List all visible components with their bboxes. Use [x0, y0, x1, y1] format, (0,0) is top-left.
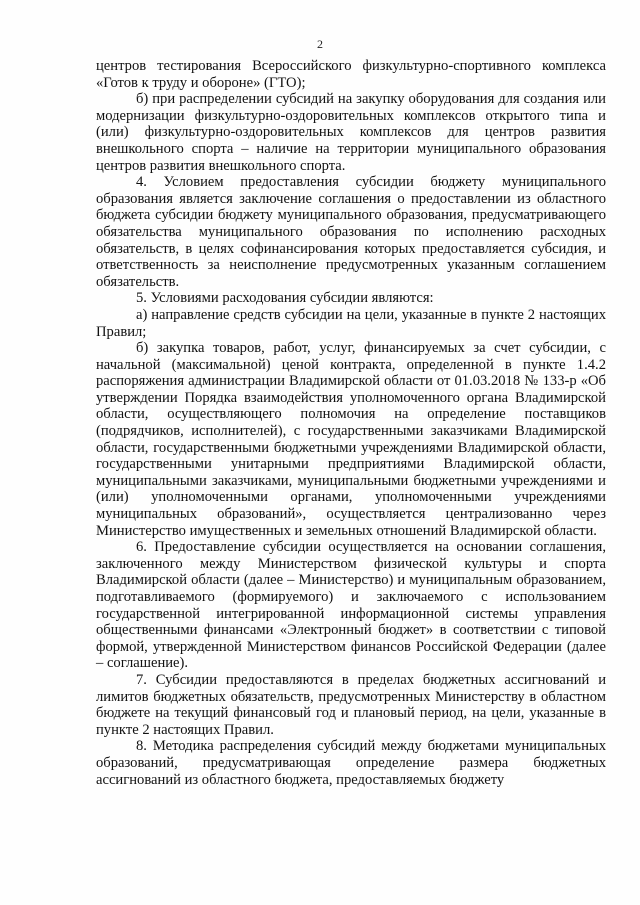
paragraph-5b: б) закупка товаров, работ, услуг, финансируемых за счет субсидии, с начальной (максимальной) ценой контракта, определенной в пункте 1.4.2 распоряжения администрации Владимирской области от 01.03.2018 № 133-р «Об утверждении Порядка взаимодействия уполномоченного органа Владимирской области, осуществляющего полномочия на определение поставщиков (подрядчиков, исполнителей), с государственными заказчиками Владимирской области, государственными бюджетными учреждениями Владимирской области, государственными унитарными предприятиями Владимирской области, муниципальными заказчиками, муниципальными бюджетными учреждениями и (или) уполномоченными органами, уполномоченными учреждениями муниципальных образований», осуществляется централизованно через Министерство имущественных и земельных отношений Владимирской области. [96, 340, 606, 539]
paragraph-5: 5. Условиями расходования субсидии являются: [136, 290, 434, 307]
paragraph-6: 6. Предоставление субсидии осуществляется на основании соглашения, заключенного между Министерством физической культуры и спорта Владимирской области (далее – Министерство) и муниципальным образованием, подготавливаемого (формируемого) и заключаемого с использованием государственной интегрированной информационной системы управления общественными финансами «Электронный бюджет» в соответствии с типовой формой, утвержденной Министерством финансов Российской Федерации (далее – соглашение). [96, 539, 606, 672]
paragraph-3b: б) при распределении субсидий на закупку оборудования для создания или модернизации физкультурно-оздоровительных комплексов открытого типа и (или) физкультурно-оздоровительных комплексов для центров развития внешкольного спорта – наличие на территории муниципального образования центров развития внешкольного спорта. [96, 91, 606, 174]
paragraph-7: 7. Субсидии предоставляются в пределах бюджетных ассигнований и лимитов бюджетных обязательств, предусмотренных Министерству в областном бюджете на текущий финансовый год и плановый период, на цели, указанные в пункте 2 настоящих Правил. [96, 671, 606, 738]
page-number: 2 [317, 37, 323, 51]
paragraph-gto-continuation: центров тестирования Всероссийского физкультурно-спортивного комплекса «Готов к труду и обороне» (ГТО); [96, 58, 606, 91]
paragraph-5a: а) направление средств субсидии на цели, указанные в пункте 2 настоящих Правил; [96, 306, 606, 340]
paragraph-4: 4. Условием предоставления субсидии бюджету муниципального образования является заключение соглашения о предоставлении из областного бюджета субсидии бюджету муниципального образования, предусматривающего обязательства муниципального образования по исполнению расходных обязательств, в целях софинансирования которых предоставляется субсидия, и ответственность за неисполнение предусмотренных указанным соглашением обязательств. [96, 174, 606, 290]
paragraph-8: 8. Методика распределения субсидий между бюджетами муниципальных образований, предусматривающая определение размера бюджетных ассигнований из областного бюджета, предоставляемых бюджету [96, 738, 606, 788]
document-body [96, 58, 606, 788]
